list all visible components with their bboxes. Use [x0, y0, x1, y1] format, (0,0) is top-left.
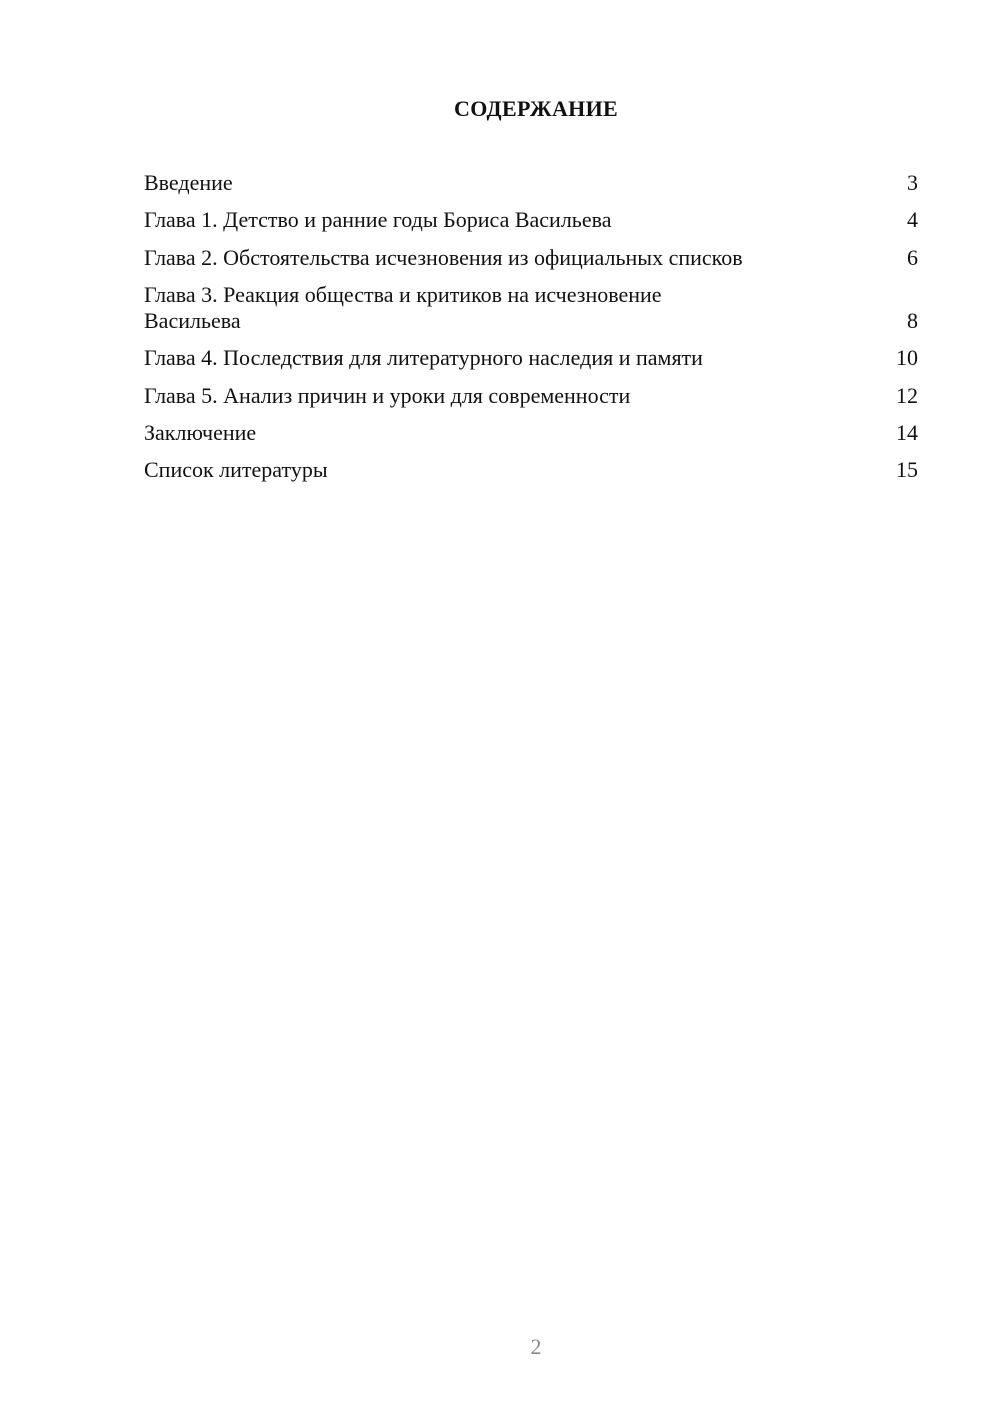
toc-entry-label: Глава 2. Обстоятельства исчезновения из официальных списков	[144, 244, 743, 270]
toc-entry-label: Глава 4. Последствия для литературного наследия и памяти	[144, 345, 703, 371]
toc-entry-label: Список литературы	[144, 457, 328, 483]
toc-entry-label: Заключение	[144, 419, 257, 445]
toc-entry-chapter-5[interactable]	[144, 383, 918, 420]
toc-entry-label-line-1: Глава 3. Реакция общества и критиков на исчезновение	[144, 282, 662, 308]
toc-entry-bibliography[interactable]	[144, 457, 918, 494]
toc-entry-chapter-2[interactable]	[144, 245, 918, 282]
toc-entry-chapter-4[interactable]	[144, 345, 918, 382]
toc-entry-page: 3	[907, 170, 918, 195]
table-of-contents	[144, 170, 918, 495]
toc-entry-page: 6	[907, 244, 918, 270]
toc-entry-page: 12	[896, 382, 918, 408]
toc-entry-page: 14	[896, 419, 918, 445]
toc-entry-label	[144, 282, 894, 334]
toc-entry-chapter-1[interactable]	[144, 207, 918, 244]
toc-entry-page: 10	[896, 345, 918, 371]
toc-entry-page: 4	[907, 207, 918, 233]
toc-entry-page: 8	[907, 308, 918, 334]
toc-heading: СОДЕРЖАНИЕ	[454, 96, 618, 121]
toc-entry-page: 15	[896, 457, 918, 483]
toc-entry-label: Глава 1. Детство и ранние годы Бориса Васильева	[144, 207, 612, 233]
toc-entry-label-line-2: Васильева	[144, 308, 241, 334]
toc-entry-conclusion[interactable]	[144, 420, 918, 457]
page-number: 2	[530, 1334, 542, 1359]
toc-entry-introduction[interactable]	[144, 170, 918, 207]
toc-entry-label: Глава 5. Анализ причин и уроки для современности	[144, 382, 631, 408]
toc-entry-chapter-3[interactable]	[144, 282, 918, 345]
toc-entry-label: Введение	[144, 170, 233, 195]
